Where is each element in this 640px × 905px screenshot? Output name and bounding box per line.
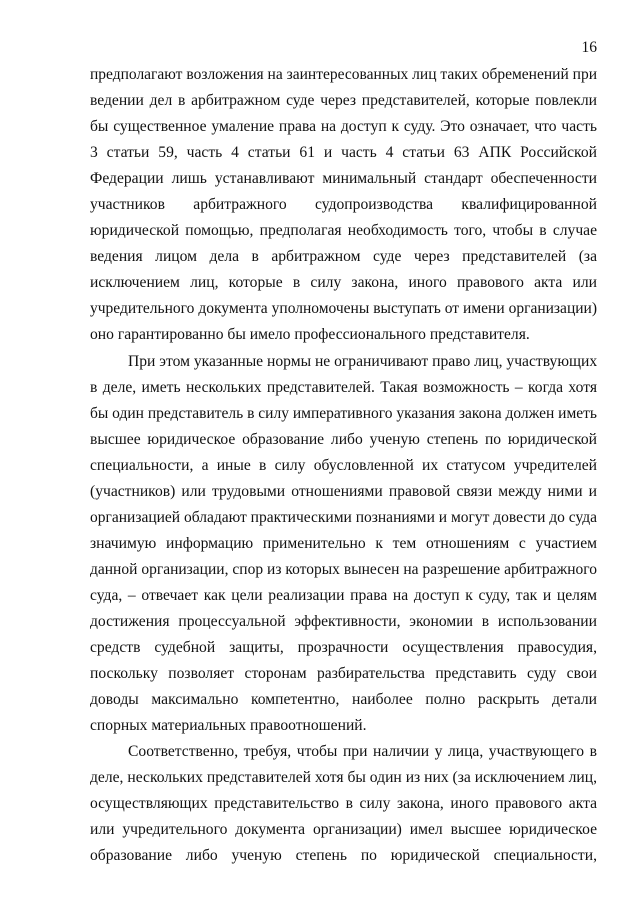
text-line: ведения лицом дела в арбитражном суде через представителей (за [90, 248, 597, 266]
text-line: предполагают возложения на заинтересованных лиц таких обременений при [90, 66, 597, 83]
text-line: данной организации, спор из которых вынесен на разрешение арбитражного [90, 560, 597, 578]
text-line: доводы максимально компетентно, наиболее полно раскрыть детали [90, 691, 597, 709]
text-line: Федерации лишь устанавливают минимальный стандарт обеспеченности [90, 170, 597, 188]
text-line: спорных материальных правоотношений. [90, 717, 367, 735]
text-line: юридической помощью, предполагая необходимость того, чтобы в случае [90, 222, 597, 240]
text-line: осуществляющих представительство в силу закона, иного правового акта [90, 795, 597, 813]
text-line: суда, – отвечает как цели реализации права на доступ к суду, так и целям [90, 586, 597, 604]
text-line: (участников) или трудовыми отношениями правовой связи между ними и [90, 482, 597, 500]
text-line: средств судебной защиты, прозрачности осуществления правосудия, [90, 639, 597, 657]
text-line: поскольку позволяет сторонам разбирательства представить суду свои [90, 665, 597, 683]
text-line: 3 статьи 59, часть 4 статьи 61 и часть 4 статьи 63 АПК Российской [90, 144, 597, 162]
text-line: достижения процессуальной эффективности, экономии в использовании [90, 612, 597, 630]
paragraph [90, 62, 597, 349]
document-body [90, 62, 597, 869]
text-line: бы один представитель в силу императивного указания закона должен иметь [90, 404, 597, 422]
text-line: высшее юридическое образование либо ученую степень по юридической [90, 430, 597, 448]
text-line: ведении дел в арбитражном суде через представителей, которые повлекли [90, 92, 597, 110]
text-line: в деле, иметь нескольких представителей. Такая возможность – когда хотя [90, 378, 597, 396]
paragraph [90, 739, 597, 869]
text-line: специальности, а иные в силу обусловленной их статусом учредителей [90, 456, 597, 474]
text-line: При этом указанные нормы не ограничивают право лиц, участвующих [128, 352, 598, 370]
text-line: учредительного документа уполномочены выступать от имени организации) [90, 300, 597, 318]
text-line: исключением лиц, которые в силу закона, иного правового акта или [90, 274, 597, 292]
text-line: организацией обладают практическими познаниями и могут довести до суда [90, 508, 597, 526]
text-line: Соответственно, требуя, чтобы при наличии у лица, участвующего в [128, 743, 597, 761]
page-number: 16 [581, 39, 597, 56]
text-line: или учредительного документа организации) имел высшее юридическое [90, 821, 597, 839]
text-line: значимую информацию применительно к тем отношениям с участием [90, 534, 597, 552]
text-line: образование либо ученую степень по юридической специальности, [90, 847, 597, 865]
text-line: оно гарантированно бы имело профессионального представителя. [90, 326, 530, 344]
text-line: деле, нескольких представителей хотя бы один из них (за исключением лиц, [90, 769, 597, 787]
paragraph [90, 349, 597, 740]
text-line: бы существенное умаление права на доступ к суду. Это означает, что часть [90, 118, 597, 136]
text-line: участников арбитражного судопроизводства квалифицированной [90, 196, 597, 214]
